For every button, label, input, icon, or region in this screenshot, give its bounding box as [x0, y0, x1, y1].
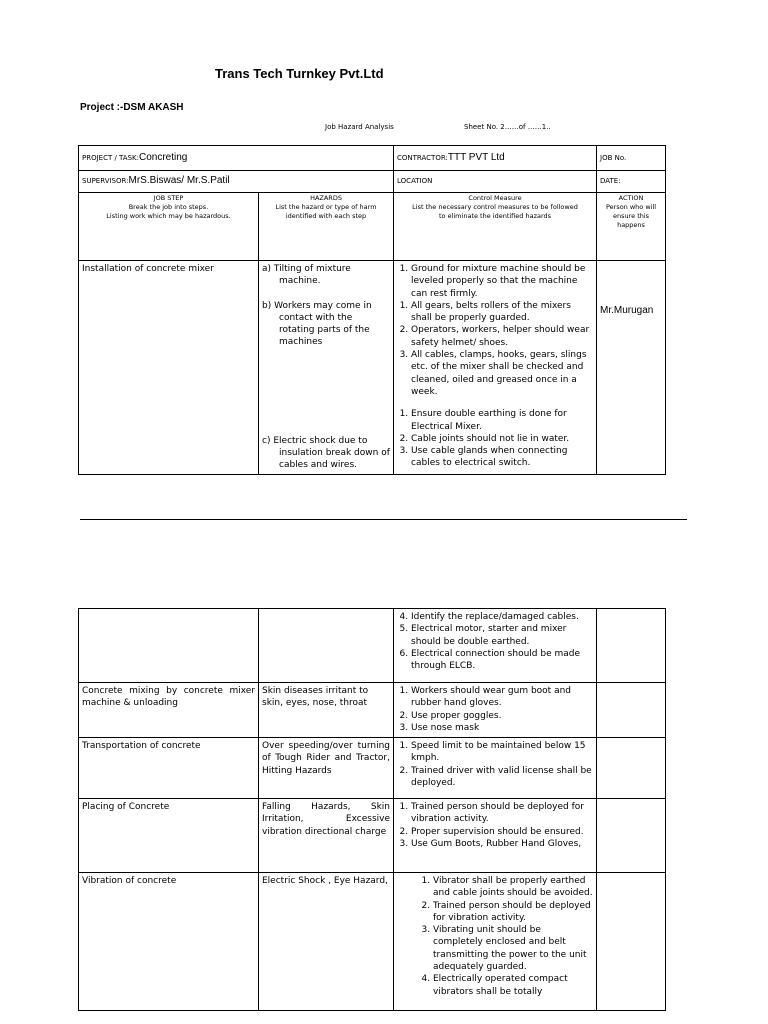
hazard-item: c) Electric shock due to insulation break down of cables and wires.: [262, 435, 390, 471]
project-task-cell: [79, 146, 394, 171]
action-person: Mr.Murugan: [600, 305, 654, 316]
hazards-cell: Skin diseases irritant to skin, eyes, nose, throat: [259, 683, 394, 738]
control-item: 1. Ensure double earthing is done for Electrical Mixer.: [411, 408, 593, 433]
control-item: 2. Proper supervision should be ensured.: [411, 826, 593, 838]
control-item: 6. Electrical connection should be made through ELCB.: [411, 648, 593, 673]
control-list: [397, 611, 593, 672]
hazards-cell: Electric Shock , Eye Hazard,: [259, 873, 394, 1011]
hazard-item: a) Tilting of mixture machine.: [262, 264, 351, 287]
control-measures-cell: [394, 799, 597, 873]
control-item: 4. Identify the replace/damaged cables.: [411, 611, 593, 623]
control-list-2: [397, 300, 593, 398]
control-item: 1. Ground for mixture machine should be leveled properly so that the machine can rest firmly.: [411, 263, 593, 300]
control-measure-header: Control Measure List the necessary control measures to be followed to eliminate the identified hazards: [394, 193, 597, 261]
control-item: 2. Operators, workers, helper should wear safety helmet/ shoes.: [411, 324, 593, 349]
job-step-cell: Installation of concrete mixer: [79, 261, 259, 475]
location-label: LOCATION: [397, 177, 433, 186]
control-list-1: [397, 263, 593, 300]
control-item: 2. Trained person should be deployed for vibration activity.: [433, 900, 593, 925]
control-item: 2. Cable joints should not lie in water.: [411, 433, 593, 445]
control-list: [397, 685, 593, 734]
hazard-table-page2: [78, 608, 666, 1011]
job-step-cell: Transportation of concrete: [79, 738, 259, 799]
control-item: 3. Use Gum Boots, Rubber Hand Gloves,: [411, 838, 593, 850]
control-measures-cell: [394, 738, 597, 799]
action-cell: [597, 738, 666, 799]
control-list: [397, 801, 593, 850]
control-item: 1. Trained person should be deployed for vibration activity.: [411, 801, 593, 826]
contractor-value: TTT PVT Ltd: [447, 151, 505, 163]
action-cell: [597, 799, 666, 873]
control-item: 3. Vibrating unit should be completely enclosed and belt transmitting the power to the unit adequately guarded.: [433, 924, 593, 973]
location-cell: [394, 171, 597, 193]
job-step-cell: Vibration of concrete: [79, 873, 259, 1011]
action-header: ACTION Person who will ensure this happens: [597, 193, 666, 261]
control-item: 2. Use proper goggles.: [411, 710, 593, 722]
job-step-cell: [79, 609, 259, 683]
control-list: [397, 740, 593, 789]
job-step-cell: Concrete mixing by concrete mixer machine & unloading: [79, 683, 259, 738]
control-item: 4. Electrically operated compact vibrators shall be totally: [433, 973, 593, 998]
control-item: 2. Trained driver with valid license shall be deployed.: [411, 765, 593, 790]
control-item: 1. Speed limit to be maintained below 15 kmph.: [411, 740, 593, 765]
control-item: 1. All gears, belts rollers of the mixers shall be properly guarded.: [411, 300, 593, 325]
supervisor-value: MrS.Biswas/ Mr.S.Patil: [128, 175, 230, 187]
contractor-label: CONTRACTOR:: [397, 153, 448, 162]
control-measures-cell: [394, 261, 597, 475]
project-task-value: Concreting: [138, 151, 188, 163]
control-measures-cell: [394, 609, 597, 683]
hazard-list: [262, 263, 390, 472]
action-cell: [597, 873, 666, 1011]
control-measures-cell: [394, 683, 597, 738]
control-item: 5. Electrical motor, starter and mixer should be double earthed.: [411, 623, 593, 648]
hazards-cell: Over speeding/over turning of Tough Rider and Tractor, Hitting Hazards: [259, 738, 394, 799]
form-title: Job Hazard Analysis: [325, 123, 394, 131]
control-item: 3. Use cable glands when connecting cables to electrical switch.: [411, 445, 593, 470]
hazards-header: HAZARDS List the hazard or type of harm identified with each step: [259, 193, 394, 261]
job-no-cell: [597, 146, 666, 171]
hazard-item: b) Workers may come in contact with the rotating parts of the machines: [262, 300, 372, 348]
control-item: 1. Vibrator shall be properly earthed and cable joints should be avoided.: [433, 875, 593, 900]
control-list: [397, 875, 593, 998]
page-divider: [80, 519, 687, 520]
action-cell: [597, 261, 666, 475]
date-cell: [597, 171, 666, 193]
hazards-cell: [259, 261, 394, 475]
action-cell: [597, 609, 666, 683]
date-label: DATE:: [600, 177, 621, 186]
job-step-header: JOB STEP Break the job into steps. Listing work which may be hazardous.: [79, 193, 259, 261]
contractor-cell: [394, 146, 597, 171]
control-measures-cell: [394, 873, 597, 1011]
job-no-label: JOB No.: [600, 153, 627, 162]
control-item: 3. Use nose mask: [411, 722, 593, 734]
control-list-3: [397, 408, 593, 469]
hazards-cell: [259, 609, 394, 683]
hazard-table-page1: [78, 145, 666, 475]
supervisor-cell: [79, 171, 394, 193]
hazards-cell: Falling Hazards, Skin Irritation, Excessive vibration directional charge: [259, 799, 394, 873]
action-cell: [597, 683, 666, 738]
company-name: Trans Tech Turnkey Pvt.Ltd: [215, 66, 384, 81]
control-item: 1. Workers should wear gum boot and rubber hand gloves.: [411, 685, 593, 710]
project-name: Project :-DSM AKASH: [80, 102, 184, 113]
job-step-cell: Placing of Concrete: [79, 799, 259, 873]
supervisor-label: SUPERVISOR:: [82, 177, 129, 186]
sheet-number: Sheet No. 2……of ……1..: [464, 123, 551, 131]
control-item: 3. All cables, clamps, hooks, gears, slings etc. of the mixer shall be checked and cleaned, oiled and greased once in a week.: [411, 349, 593, 398]
project-task-label: PROJECT / TASK:: [82, 153, 139, 162]
